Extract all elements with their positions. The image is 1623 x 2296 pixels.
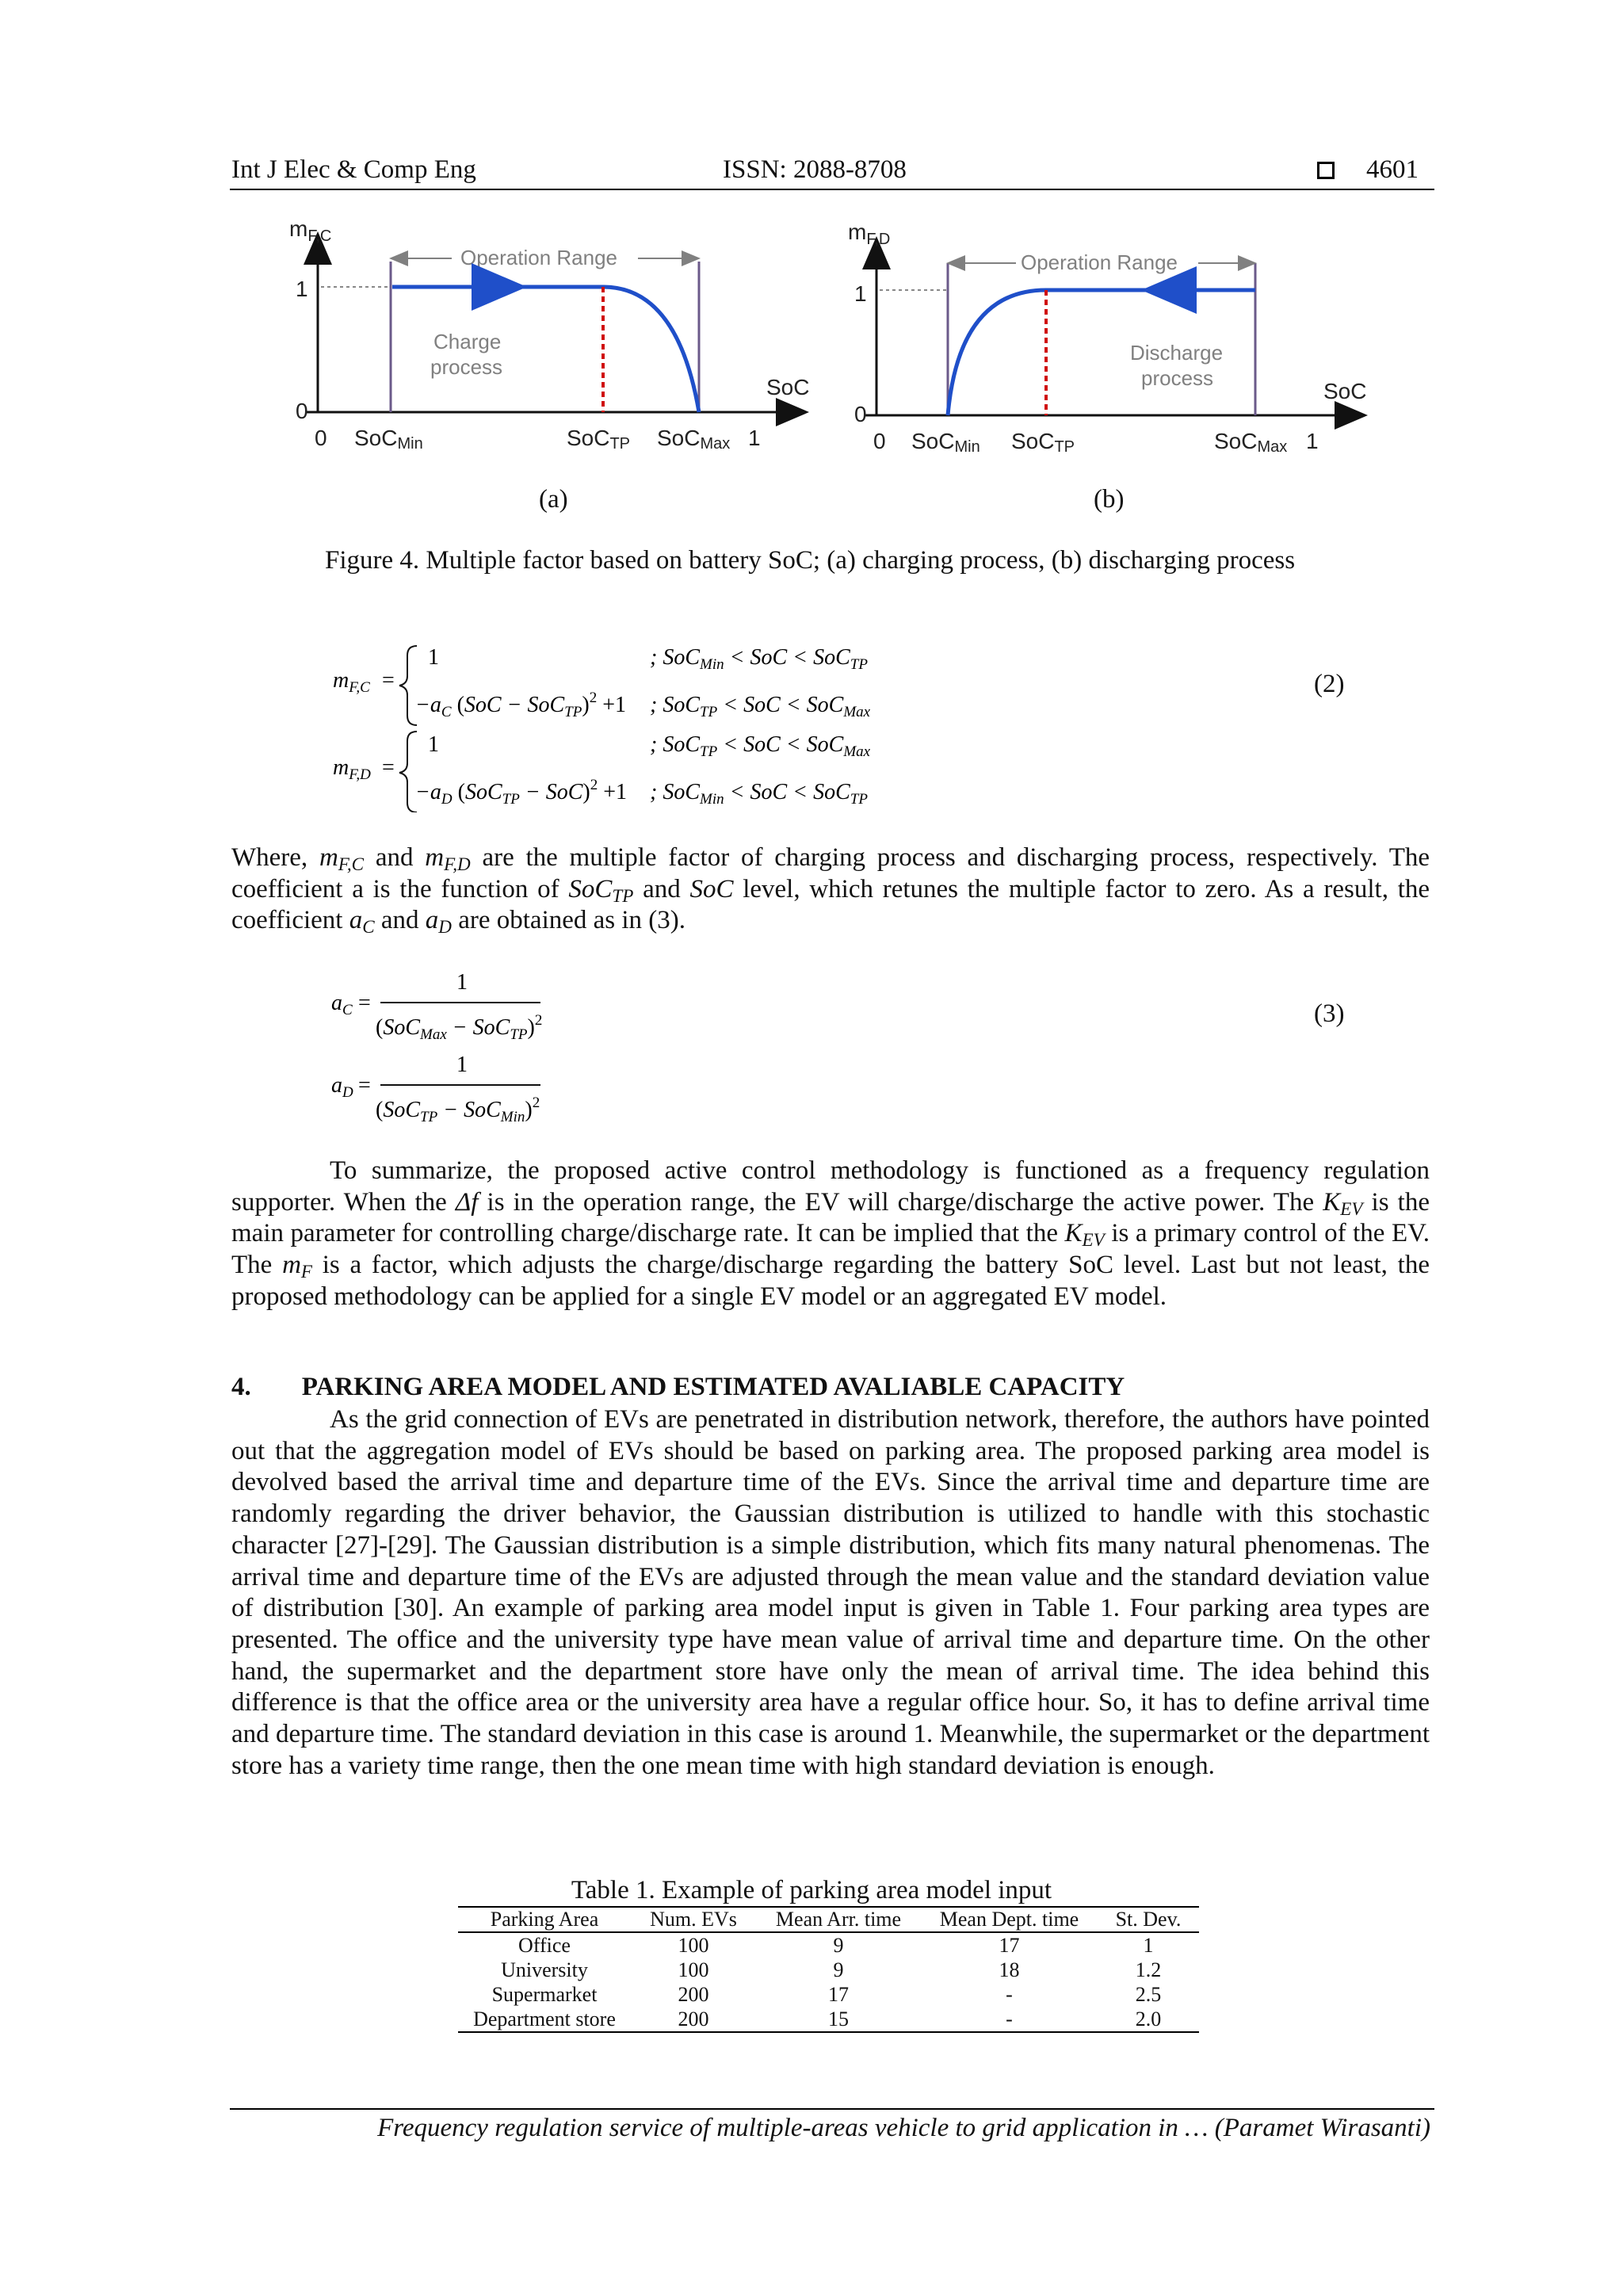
- y-tick-0: 0: [296, 399, 308, 423]
- table-header: Num. EVs: [631, 1907, 756, 1932]
- footer-running-title: Frequency regulation service of multiple-areas vehicle to grid application in … (Paramet Wirasanti): [377, 2114, 1430, 2142]
- eq2-mfd: $m_{F,D}$: [333, 755, 371, 783]
- header-issn: ISSN: 2088-8708: [723, 155, 907, 184]
- table-cell: 9: [833, 1958, 844, 1981]
- footer-rule: [230, 2108, 1434, 2110]
- process-label-2: process: [430, 355, 503, 379]
- y-tick-1: 1: [854, 281, 867, 306]
- eq2-c-row1-cond: ; SoC$_{Min}$ < SoC < SoC$_{TP}$: [650, 645, 868, 673]
- table-cell: 9: [833, 1934, 844, 1957]
- section-title: PARKING AREA MODEL AND ESTIMATED AVALIABLE CAPACITY: [301, 1373, 1125, 1401]
- eq3-eq-c: =: [358, 991, 371, 1015]
- y-label: $m_{F,C}$: [289, 216, 332, 245]
- charge-curve: [511, 287, 699, 412]
- x-tick-socmin: SoCMin: [354, 426, 423, 453]
- y-tick-1: 1: [296, 277, 308, 301]
- table-cell: 100: [678, 1934, 709, 1957]
- equation-3-number: (3): [1314, 999, 1345, 1028]
- paragraph-where: Where, $m_{F,C}$ and $m_{F,D}$ are the multiple factor of charging process and discharging process, respectively. The coefficient a is the function of SoC$_{TP}$ and SoC level, which retunes the multiple factor to zero. As a result, the coefficient $a_C$ and $a_D$ are obtained as in (3).: [231, 843, 1430, 938]
- equation-3: [325, 965, 594, 1124]
- equation-2-number: (2): [1314, 670, 1345, 698]
- eq2-d-row1-cond: ; SoC$_{TP}$ < SoC < SoC$_{Max}$: [650, 732, 871, 760]
- table-cell: Department store: [458, 2007, 631, 2032]
- table-cell: 2.0: [1098, 2007, 1199, 2032]
- table-cell: Supermarket: [491, 1983, 598, 2006]
- discharge-curve: [948, 290, 1157, 415]
- table-row: [458, 1958, 1199, 1982]
- table-header-row: [458, 1907, 1199, 1932]
- eq3-ad: $a_D$: [331, 1073, 353, 1101]
- table-caption: Table 1. Example of parking area model input: [571, 1876, 1052, 1904]
- table-cell: 15: [756, 2007, 921, 2032]
- page-number: 4601: [1366, 155, 1419, 184]
- header-page: [1317, 155, 1419, 185]
- y-tick-0: 0: [854, 402, 867, 426]
- table-cell: 100: [678, 1958, 709, 1981]
- process-label-1: Charge: [433, 330, 502, 353]
- eq3-den-c: $(SoC_{Max} - SoC_{TP})^2$: [376, 1012, 543, 1043]
- brace-c: [399, 646, 417, 725]
- table-cell: 2.5: [1135, 1983, 1162, 2006]
- section-heading: [231, 1373, 1125, 1402]
- x-tick-socmax: SoCMax: [1214, 429, 1288, 456]
- table-cell: 18: [999, 1958, 1020, 1981]
- equation-2: [325, 638, 927, 812]
- x-tick-socmax: SoCMax: [657, 426, 731, 453]
- eq3-num-d: 1: [456, 1052, 468, 1077]
- square-bullet-icon: [1317, 162, 1335, 179]
- table-cell: 17: [999, 1934, 1020, 1957]
- subfigure-label-b: (b): [1094, 485, 1125, 514]
- x-tick-socmin: SoCMin: [911, 429, 980, 456]
- soc-axis-label: SoC: [1323, 379, 1367, 403]
- eq2-mfc: $m_{F,C}$: [333, 668, 370, 696]
- brace-d: [399, 732, 417, 812]
- process-label-1: Discharge: [1130, 341, 1224, 365]
- table-cell: 200: [631, 2007, 756, 2032]
- eq2-d-row2-cond: ; SoC$_{Min}$ < SoC < SoC$_{TP}$: [650, 780, 868, 808]
- table-cell: 200: [678, 1983, 709, 2006]
- soc-axis-label: SoC: [766, 375, 810, 399]
- eq3-num-c: 1: [456, 970, 468, 995]
- figure-4a: [281, 214, 820, 468]
- table-cell: Office: [518, 1934, 571, 1957]
- table-cell: 17: [828, 1983, 849, 2006]
- x-tick-0: 0: [873, 429, 886, 453]
- y-label: $m_{F,D}$: [848, 220, 891, 248]
- table-header: Parking Area: [458, 1907, 631, 1932]
- eq3-eq-d: =: [358, 1073, 371, 1098]
- header-journal: Int J Elec & Comp Eng: [231, 155, 476, 184]
- table-header: Mean Arr. time: [756, 1907, 921, 1932]
- range-label: Operation Range: [460, 246, 618, 269]
- table-cell: -: [921, 2007, 1098, 2032]
- header-rule: [230, 189, 1434, 190]
- eq3-den-d: $(SoC_{TP} - SoC_{Min})^2$: [376, 1095, 540, 1124]
- eq2-c-row2-cond: ; SoC$_{TP}$ < SoC < SoC$_{Max}$: [650, 693, 871, 720]
- x-tick-soctp: SoCTP: [1011, 429, 1075, 456]
- figure-4b: [840, 217, 1379, 471]
- range-label: Operation Range: [1021, 250, 1178, 274]
- eq3-ac: $a_C$: [331, 991, 353, 1018]
- table-row: [458, 2007, 1199, 2032]
- table-row: [458, 1982, 1199, 2007]
- eq2-c-row1-one: 1: [428, 645, 439, 670]
- table-header: Mean Dept. time: [921, 1907, 1098, 1932]
- eq2-d-row2: $-a_D$ (SoC$_{TP}$ − SoC)$^2$ +1: [415, 777, 628, 808]
- paragraph-summary: To summarize, the proposed active control methodology is functioned as a frequency regulation supporter. When the Δf is in the operation range, the EV will charge/discharge the active power. The $K_{EV}$ is the main parameter for controlling charge/discharge rate. It can be implied that the $K_{EV}$ is a primary control of the EV. The $m_F$ is a factor, which adjusts the charge/discharge regarding the battery SoC level. Last but not least, the proposed methodology can be applied for a single EV model or an aggregated EV model.: [231, 1156, 1430, 1311]
- table-header: St. Dev.: [1098, 1907, 1199, 1932]
- x-tick-1: 1: [748, 426, 761, 450]
- section-number: 4.: [231, 1373, 251, 1401]
- eq2-eq-c: =: [382, 668, 395, 693]
- eq2-eq-d: =: [382, 755, 395, 780]
- table-cell: University: [501, 1958, 588, 1981]
- x-tick-1: 1: [1306, 429, 1319, 453]
- eq2-c-row2: $-a_C$ (SoC − SoC$_{TP}$)$^2$ +1: [415, 690, 626, 720]
- table-row: [458, 1932, 1199, 1958]
- x-tick-soctp: SoCTP: [567, 426, 631, 453]
- process-label-2: process: [1141, 366, 1214, 390]
- parking-table: [458, 1906, 1199, 2033]
- x-tick-0: 0: [315, 426, 327, 450]
- paragraph-parking: As the grid connection of EVs are penetrated in distribution network, therefore, the authors have pointed out that the aggregation model of EVs should be based on parking area. The proposed parking area model is devolved based the arrival time and departure time of the EVs. Since the arrival time and departure time are randomly regarding the driver behavior, the Gaussian distribution is utilized to handle with this stochastic character [27]-[29]. The Gaussian distribution is a simple distribution, which fits many natural phenomenas. The arrival time and departure time of the EVs are adjusted through the mean value and the standard deviation value of distribution [30]. An example of parking area model input is given in Table 1. Four parking area types are presented. The office and the university type have mean value of arrival time and departure time. On the other hand, the supermarket and the department store have only the mean of arrival time. The idea behind this difference is that the office area or the university area have a regular office hour. So, it has to define arrival time and departure time. The standard deviation in this case is around 1. Meanwhile, the supermarket or the department store has a variety time range, then the one mean time with high standard deviation is enough.: [231, 1405, 1430, 1780]
- table-cell: 1.2: [1135, 1958, 1162, 1981]
- subfigure-label-a: (a): [539, 485, 568, 514]
- table-cell: 1: [1143, 1934, 1154, 1957]
- figure-caption: Figure 4. Multiple factor based on battery SoC; (a) charging process, (b) discharging process: [325, 546, 1296, 575]
- eq2-d-row1-one: 1: [428, 732, 439, 757]
- table-cell: -: [1006, 1983, 1013, 2006]
